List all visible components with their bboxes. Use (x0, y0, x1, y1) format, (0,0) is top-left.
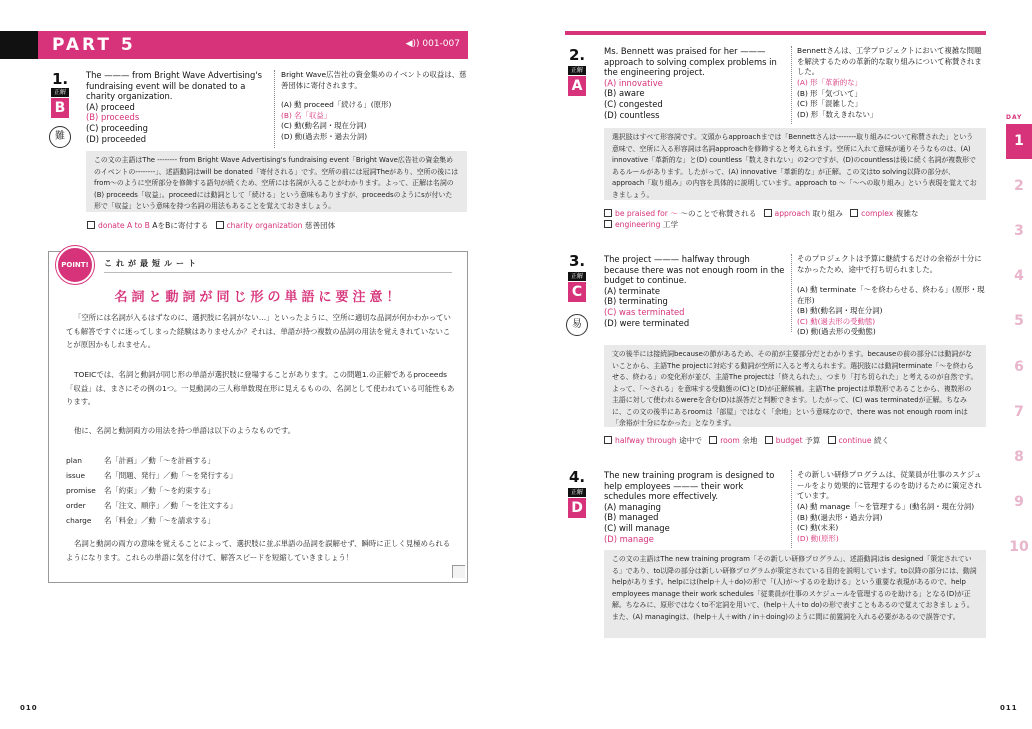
word: plan (66, 456, 82, 465)
option-c: (C) congested (604, 98, 663, 109)
word-def: 名「料金」／動「〜を請求する」 (104, 516, 215, 525)
vocab-term: halfway through (615, 436, 677, 445)
word: charge (66, 516, 92, 525)
note-d: (D) 形「数えきれない」 (797, 109, 878, 119)
point-paragraph-4: 名詞と動詞の両方の意味を覚えることによって、選択肢に並ぶ単語の品詞を誤解せず、瞬時に正しく見極められるようになります。これらの単語に気を付けて、解答スピードを短縮していきましょう！ (66, 539, 451, 562)
word-def: 名「注文、順序」／動「〜を注文する」 (104, 501, 238, 510)
difficulty-badge: 易 (566, 314, 588, 336)
day-tab-7[interactable]: 7 (1014, 404, 1024, 420)
option-notes (797, 502, 987, 544)
vocab-term: budget (775, 436, 803, 445)
checkbox[interactable] (764, 209, 772, 217)
word-def: 名「問題、発行」／動「〜を発行する」 (104, 471, 238, 480)
answer-label: 正解 (568, 66, 586, 75)
divider (274, 70, 275, 148)
point-badge: POINT! (56, 246, 94, 284)
page-number-left: 010 (20, 704, 38, 712)
note-c: (C) 動(未来) (797, 523, 839, 533)
option-a: (A) terminate (604, 285, 661, 296)
checkbox[interactable] (709, 436, 717, 444)
note-a: (A) 動 terminate「〜を終わらせる、終わる」(原形・現在形) (797, 285, 985, 305)
day-label: DAY (1006, 114, 1023, 121)
explanation: 選択肢はすべて形容詞です。文頭からapproachまでは「Bennettさんは--------取り組みについて称賛された」という意味で、空所に入る形容詞は名詞approachを修飾すると考えられます。空所に入れて意味が通りそうなものは、(A) innovative「革新的な」と(D) countless「数えきれない」の2つですが、(D)のcountlessは後に続く名詞が複数形であるルールがあります。したがって、(A) innovative「革新的な」が正解。この文はto solving以降の部分が、approach「取り組み」の内容を具体的に説明しています。approach to 〜「〜への取り組み」という表現を覚えておきましょう。 (604, 128, 986, 200)
page-curl (452, 565, 465, 578)
word-def: 名「計画」／動「〜を計画する」 (104, 456, 215, 465)
vocab-meaning: 工学 (662, 220, 679, 229)
word-list (66, 453, 446, 528)
day-tab-8[interactable]: 8 (1014, 449, 1024, 465)
sentence-text: The ——— from Bright Wave Advertising's fundraising event will be donated to a charity organization. (86, 70, 262, 102)
answer-box: C (568, 282, 586, 302)
day-tab-3[interactable]: 3 (1014, 223, 1024, 239)
option-d: (D) were terminated (604, 317, 690, 328)
question-number: 2. (569, 46, 586, 64)
option-d: (D) countless (604, 109, 660, 120)
option-notes (797, 285, 987, 338)
option-c: (C) proceeding (86, 122, 148, 133)
question-number: 3. (569, 252, 586, 270)
header-black-block (0, 31, 38, 59)
option-c: (C) was terminated (604, 306, 685, 317)
option-notes (797, 78, 987, 120)
vocab-list (604, 435, 889, 446)
vocab-meaning: 複雑な (895, 209, 919, 218)
option-b: (B) managed (604, 512, 659, 523)
vocab-meaning: 余地 (742, 436, 758, 445)
sentence-text: The project ——— halfway through because there was not enough room in the budget to continue. (604, 254, 785, 286)
divider (791, 470, 792, 548)
question-number: 4. (569, 468, 586, 486)
difficulty-badge: 難 (49, 126, 71, 148)
question-sentence (604, 254, 786, 328)
note-b: (B) 形「気づいて」 (797, 88, 862, 98)
translation: そのプロジェクトは予算に継続するだけの余裕が十分になかったため、途中で打ち切られました。 (797, 254, 982, 274)
note-d: (D) 動(過去形・過去分詞) (281, 131, 368, 141)
vocab-list (604, 219, 678, 230)
vocab-term: continue (838, 436, 872, 445)
note-d: (D) 動(原形) (797, 533, 839, 543)
checkbox[interactable] (604, 209, 612, 217)
day-tab-1[interactable]: 1 (1006, 124, 1032, 159)
option-b: (B) proceeds (86, 112, 140, 123)
answer-box: B (51, 98, 69, 118)
explanation: この文の主語はThe -------- from Bright Wave Advertising's fundraising event「Bright Wave広告社の資金集めのイベントの--------」、述語動詞はwill be donated「寄付される」です。空所の前には冠詞Theがあり、空所の後にはfrom〜のように空所部分を修飾する語句が続くため、空所には名詞が入ることがわかります。よって、正解は名詞の(B) proceeds「収益」。proceedには動詞として「続ける」という意味もありますが、proceedsのようにsが付いた形で「収益」という意味を持つ名詞の用法もあることを覚えておきましょう。 (86, 151, 467, 212)
day-tab-4[interactable]: 4 (1014, 268, 1024, 284)
divider (791, 254, 792, 332)
word: issue (66, 471, 85, 480)
vocab-meaning: 慈善団体 (304, 221, 336, 230)
day-tab-6[interactable]: 6 (1014, 359, 1024, 375)
question-sentence (604, 470, 786, 544)
vocab-term: approach (774, 209, 811, 218)
option-b: (B) aware (604, 88, 645, 99)
checkbox[interactable] (216, 221, 224, 229)
answer-label: 正解 (568, 272, 586, 281)
note-b: (B) 名「収益」 (281, 110, 332, 120)
divider (791, 46, 792, 124)
day-tab-5[interactable]: 5 (1014, 313, 1024, 329)
note-b: (B) 動(動名詞・現在分詞) (797, 306, 883, 316)
point-paragraph-1: 「空所には名詞が入るはずなのに、選択肢に名詞がない…」といったように、空所に適切な品詞が何かわかっていても解答ですぐに迷ってしまった経験はありませんか？それは、単語が持つ複数の品詞の用法を覚えきれていないことが原因かもしれません。 (66, 313, 451, 349)
day-tab-2[interactable]: 2 (1014, 178, 1024, 194)
checkbox[interactable] (850, 209, 858, 217)
explanation: この文の主語はThe new training program「その新しい研修プログラム」、述語動詞はis designed「策定されている」であり、to以降の部分は新しい研修プログラムが策定されている目的を説明しています。to以降の部分には、動詞helpがあります。helpには(help＋人＋do)の形で「(人)が〜するのを助ける」という重要な表現があるので、help employees manage their work schedules「従業員が仕事のスケジュールを管理するのを助ける」となる(D)が正解。ちなみに、原形ではなくto不定詞を用いて、(help＋人＋to do)の形で表すこともあるので覚えておきましょう。また、(A) managingは、(help＋人＋with / in＋doing)のように間に前置詞を入れる必要があるので誤答です。 (604, 550, 986, 638)
question-sentence (604, 46, 786, 120)
note-c: (C) 動(動名詞・現在分詞) (281, 121, 367, 131)
vocab-meaning: AをBに寄付する (152, 221, 209, 230)
word-def: 名「約束」／動「〜を約束する」 (104, 486, 215, 495)
vocab-term: donate A to B (98, 221, 150, 230)
word-row (66, 468, 446, 483)
checkbox[interactable] (87, 221, 95, 229)
word: promise (66, 486, 96, 495)
word-row (66, 453, 446, 468)
route-headline: 名詞と動詞が同じ形の単語に要注意！ (114, 290, 404, 305)
vocab-list (87, 220, 335, 231)
translation: その新しい研修プログラムは、従業員が仕事のスケジュールをより効果的に管理するのを助けるために策定されています。 (797, 470, 982, 501)
checkbox[interactable] (765, 436, 773, 444)
question-number: 1. (52, 70, 69, 88)
point-paragraph-3: 他に、名詞と動詞両方の用法を持つ単語は以下のようなものです。 (74, 426, 296, 435)
word-row (66, 483, 446, 498)
vocab-meaning: 取り組み (812, 209, 843, 218)
answer-label: 正解 (51, 88, 69, 97)
vocab-term: charity organization (226, 221, 303, 230)
answer-label: 正解 (568, 488, 586, 497)
note-a: (A) 形「革新的な」 (797, 78, 862, 87)
vocab-meaning: 途中で (679, 436, 702, 445)
part-header (0, 31, 468, 59)
checkbox[interactable] (604, 220, 612, 228)
sentence-text: The new training program is designed to help employees ——— their work schedules more effectively. (604, 470, 775, 502)
checkbox[interactable] (604, 436, 612, 444)
answer-box: A (568, 76, 586, 96)
note-b: (B) 動(過去形・過去分詞) (797, 512, 883, 522)
translation: Bright Wave広告社の資金集めのイベントの収益は、慈善団体に寄付されます。 (281, 70, 467, 90)
question-sentence (86, 70, 268, 144)
day-tab-10[interactable]: 10 (1009, 539, 1029, 555)
note-c: (C) 動(過去形の受動態) (797, 316, 876, 326)
page-number-right: 011 (1000, 704, 1018, 712)
vocab-list (604, 208, 919, 219)
explanation: 文の後半には接続詞becauseの節があるため、その前が主要部分だとわかります。becauseの前の部分には動詞がないことから、主語The projectに対応する動詞が空所に入ると考えられます。選択肢には動詞terminate「〜を終わらせる、終わる」の変化形が並び、主語The projectは「終えられた」、つまり「打ち切られた」と考えるのが自然です。よって、「〜される」を意味する受動態の(C)と(D)が正解候補。主語The projectは単数形であることから、複数形の主語に対して使われるwereを含む(D)は誤答だと判断できます。したがって、(C) was terminatedが正解。ちなみに、この文の後半にあるroomは「部屋」ではなく「余地」という意味なので、there was not enough room inは「余裕が十分になかった」となります。 (604, 345, 986, 427)
vocab-term: be praised for 〜 (615, 209, 678, 218)
option-d: (D) proceeded (86, 133, 147, 144)
answer-box: D (568, 498, 586, 518)
checkbox[interactable] (828, 436, 836, 444)
note-c: (C) 形「混雑した」 (797, 99, 863, 109)
option-a: (A) managing (604, 501, 661, 512)
option-a: (A) proceed (86, 101, 135, 112)
audio-track-label[interactable]: ◀)) 001-007 (405, 39, 460, 49)
note-a: (A) 動 proceed「続ける」(原形) (281, 100, 392, 109)
route-title: これが最短ルート (104, 259, 200, 268)
vocab-term: complex (861, 209, 894, 218)
route-divider (104, 272, 452, 273)
day-tab-9[interactable]: 9 (1014, 494, 1024, 510)
option-a: (A) innovative (604, 77, 663, 88)
vocab-meaning: 予算 (805, 436, 821, 445)
option-d: (D) manage (604, 533, 654, 544)
vocab-term: room (720, 436, 740, 445)
word: order (66, 501, 86, 510)
part-title: PART 5 (52, 35, 136, 55)
note-d: (D) 動(過去形の受動態) (797, 327, 876, 337)
word-row (66, 498, 446, 513)
vocab-meaning: 続く (873, 436, 890, 445)
top-rule (565, 31, 986, 35)
sentence-text: Ms. Bennett was praised for her ——— approach to solving complex problems in the engineering project. (604, 46, 777, 78)
option-c: (C) will manage (604, 522, 670, 533)
option-notes (281, 100, 467, 142)
point-paragraph-2: TOEICでは、名詞と動詞が同じ形の単語が選択肢に登場することがあります。この問題1.の正解であるproceeds「収益」は、まさにその例の1つ。一見動詞の三人称単数現在形に見えるものの、名詞として使われている可能性もあります。 (66, 370, 455, 406)
vocab-meaning: 〜のことで称賛される (680, 209, 757, 218)
note-a: (A) 動 manage「〜を管理する」(動名詞・現在分詞) (797, 502, 975, 511)
option-b: (B) terminating (604, 296, 668, 307)
word-row (66, 513, 446, 528)
vocab-term: engineering (615, 220, 661, 229)
translation: Bennettさんは、工学プロジェクトにおいて複雑な問題を解決するための革新的な取り組みについて称賛されました。 (797, 46, 982, 77)
